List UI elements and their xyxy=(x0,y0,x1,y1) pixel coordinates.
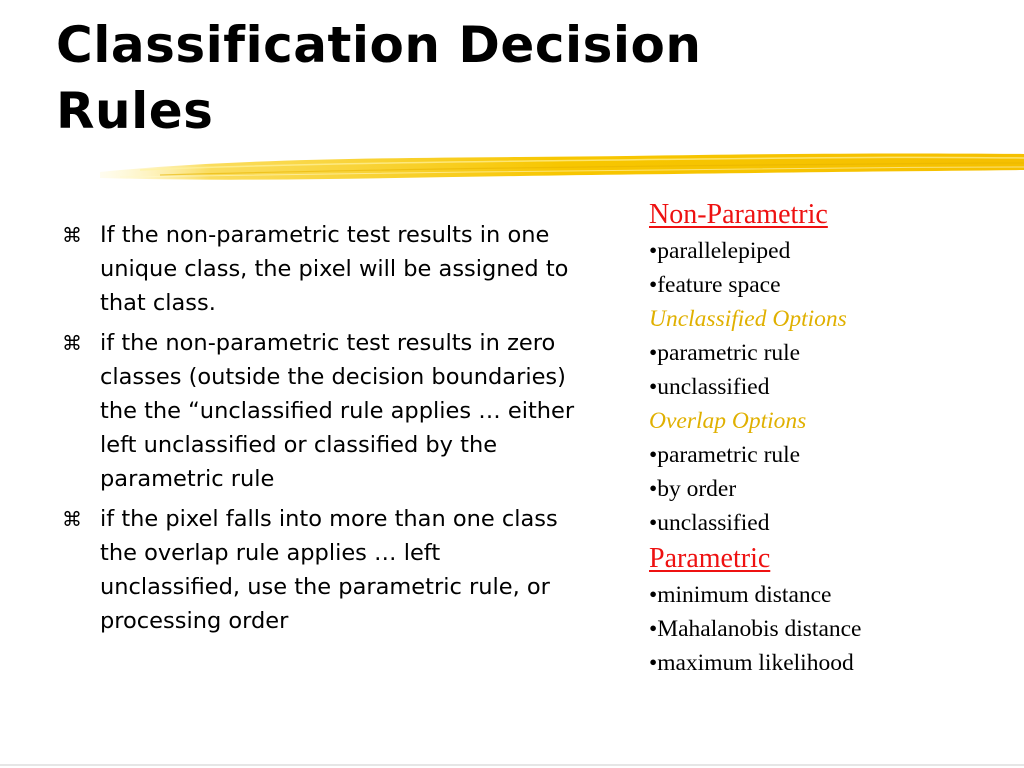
command-key-icon: ⌘ xyxy=(62,331,82,355)
overlap-option-item: •unclassified xyxy=(649,510,770,536)
bullet-item xyxy=(62,502,582,638)
bullet-text: If the non-parametric test results in one unique class, the pixel will be assigned to that class. xyxy=(100,222,569,316)
non-parametric-item: •parallelepiped xyxy=(649,238,791,264)
footer-divider xyxy=(0,764,1024,766)
title-brush-underline xyxy=(100,148,1024,188)
parametric-item: •maximum likelihood xyxy=(649,650,854,676)
parametric-item: •Mahalanobis distance xyxy=(649,616,862,642)
overlap-option-item: •by order xyxy=(649,476,737,502)
command-key-icon: ⌘ xyxy=(62,507,82,531)
bullet-text: if the non-parametric test results in zero classes (outside the decision boundaries) the the “unclassified rule applies … either left unclassified or classified by the parametric rule xyxy=(100,330,575,492)
overlap-options-label: Overlap Options xyxy=(649,408,807,434)
slide-title-line-1: Classification Decision xyxy=(56,16,702,74)
bullet-list xyxy=(62,218,582,644)
non-parametric-heading: Non-Parametric xyxy=(649,199,828,230)
parametric-item: •minimum distance xyxy=(649,582,832,608)
unclassified-options-label: Unclassified Options xyxy=(649,306,847,332)
slide-title xyxy=(56,12,956,144)
unclassified-option-item: •unclassified xyxy=(649,374,770,400)
slide-title-line-2: Rules xyxy=(56,82,214,140)
bullet-item xyxy=(62,218,582,320)
bullet-item xyxy=(62,326,582,496)
unclassified-option-item: •parametric rule xyxy=(649,340,801,366)
bullet-text: if the pixel falls into more than one class the overlap rule applies … left unclassified, use the parametric rule, or processing order xyxy=(100,506,558,634)
overlap-option-item: •parametric rule xyxy=(649,442,801,468)
classifier-options-column xyxy=(649,196,1019,680)
command-key-icon: ⌘ xyxy=(62,223,82,247)
non-parametric-item: •feature space xyxy=(649,272,781,298)
parametric-heading: Parametric xyxy=(649,543,771,574)
